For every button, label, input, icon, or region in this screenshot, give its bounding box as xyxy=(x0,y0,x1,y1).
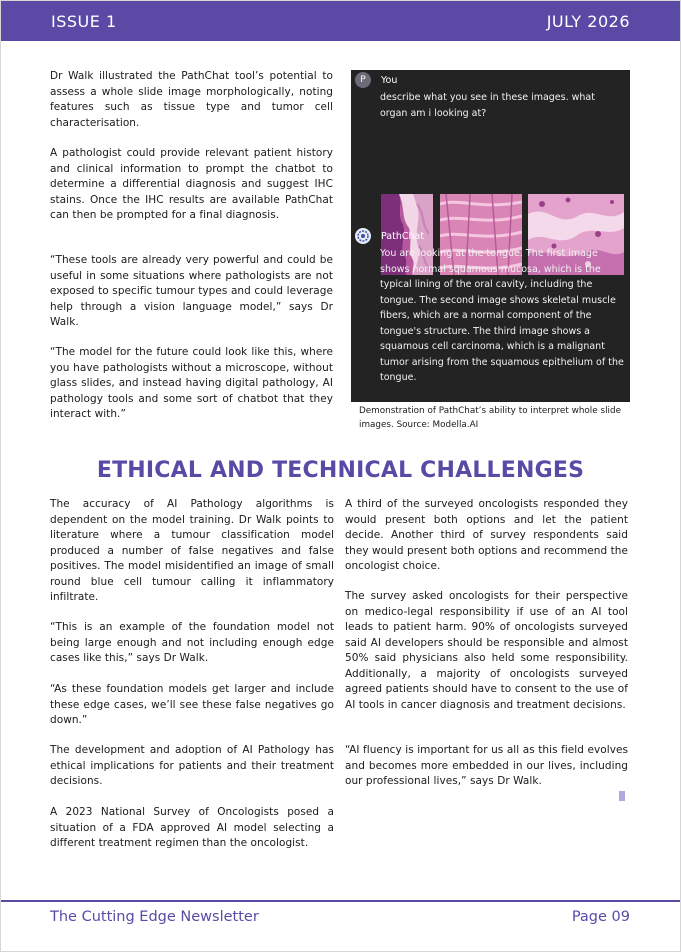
body-paragraph: The survey asked oncologists for their perspective on medico-legal responsibility if use of an AI tool leads to patient harm. 90% of oncologists surveyed said AI developers should be responsible and almost 50% said physicians also held some responsibility. Additionally, a majority of oncologists surveyed agreed patients should have to consent to the use of AI tools in cancer diagnosis and treatment decisions. xyxy=(345,590,628,711)
quote-paragraph: “As these foundation models get larger and include these edge cases, we’ll see these false negatives go down.” xyxy=(50,683,334,726)
closing-quote-paragraph: “AI fluency is important for us all as this field evolves and becomes more embedded in our lives, including our professional lives,” says Dr Walk. xyxy=(345,744,628,787)
user-message-header xyxy=(355,72,397,88)
article-end-mark xyxy=(619,791,625,801)
bot-response: You are looking at the tongue. The first image shows normal squamous mucosa, which is the typical lining of the oral cavity, including the tongue. The second image shows skeletal muscle fibers, which are a normal component of the tongue's structure. The third image shows a squamous cell carcinoma, which is a malignant tumor arising from the squamous epithelium of the tongue. xyxy=(380,248,624,383)
newsletter-name: The Cutting Edge Newsletter xyxy=(50,909,259,925)
body-paragraph: A 2023 National Survey of Oncologists posed a situation of a FDA approved AI model selecting a different treatment regimen than the oncologist. xyxy=(50,806,334,849)
footer-divider xyxy=(1,900,680,902)
figure-caption: Demonstration of PathChat’s ability to interpret whole slide images. Source: Modella.AI xyxy=(359,406,621,430)
page-header xyxy=(1,1,680,41)
issue-date: JULY 2026 xyxy=(546,12,630,31)
body-paragraph: A third of the surveyed oncologists responded they would present both options and let the patient decide. Another third of survey respondents said they would present both options and recommend the oncologist choice. xyxy=(345,498,628,572)
issue-label: ISSUE 1 xyxy=(51,12,117,31)
bot-name: PathChat xyxy=(381,230,425,242)
user-prompt: describe what you see in these images. what organ am i looking at? xyxy=(380,92,595,119)
quote-paragraph: “This is an example of the foundation model not being large enough and not including enough edge cases like this,” says Dr Walk. xyxy=(50,621,334,664)
user-avatar: P xyxy=(355,72,371,88)
pathchat-logo-icon xyxy=(355,228,371,244)
pathchat-demo-figure xyxy=(351,70,630,402)
body-paragraph: A pathologist could provide relevant patient history and clinical information to prompt the chatbot to determine a differential diagnosis and suggest IHC stains. Once the IHC results are available PathChat can then be prompted for a final diagnosis. xyxy=(50,147,333,221)
page-number: Page 09 xyxy=(571,909,630,925)
body-paragraph: The development and adoption of AI Pathology has ethical implications for patients and their treatment decisions. xyxy=(50,744,334,787)
quote-paragraph: “These tools are already very powerful and could be useful in some situations where pathologists are not exposed to specific tumour types and could leverage help through a vision language model,” says Dr Walk. xyxy=(50,254,333,328)
user-name: You xyxy=(381,74,398,86)
section-title: ETHICAL AND TECHNICAL CHALLENGES xyxy=(96,458,585,483)
body-paragraph: The accuracy of AI Pathology algorithms is dependent on the model training. Dr Walk points to literature where a tumour classification model produced a number of false negatives and false positives. The model misidentified an image of small round blue cell tumour calling it inflammatory infiltrate. xyxy=(50,498,334,603)
bot-message-header xyxy=(355,228,424,244)
intro-paragraph: Dr Walk illustrated the PathChat tool’s potential to assess a whole slide image morphologically, noting features such as tissue type and tumor cell characterisation. xyxy=(50,70,333,129)
quote-paragraph: “The model for the future could look like this, where you have pathologists without a microscope, without glass slides, and instead having digital pathology, AI pathology tools and some sort of chatbot that they interact with.” xyxy=(50,346,333,420)
